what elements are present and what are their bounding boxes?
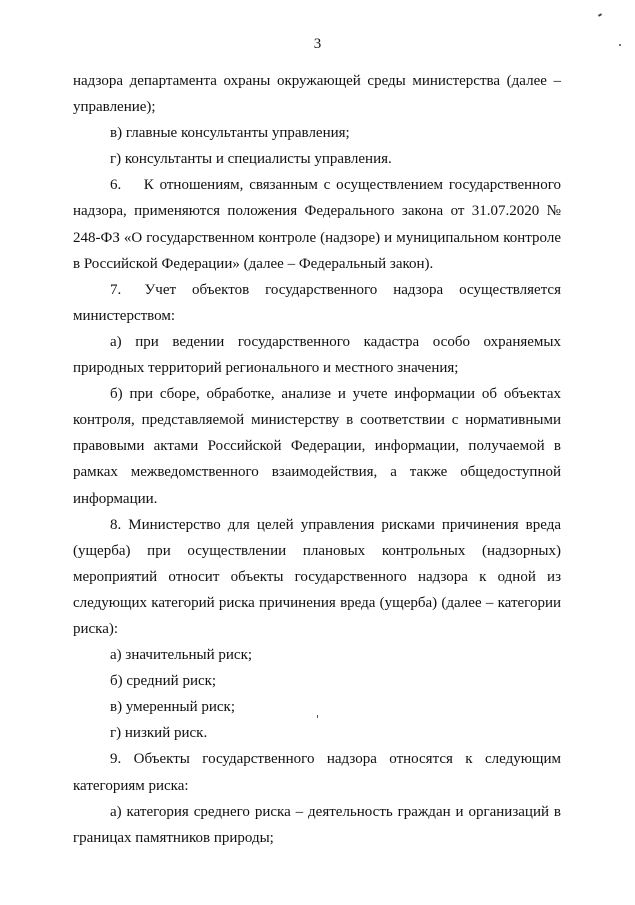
paragraph: г) консультанты и специалисты управления. <box>110 151 392 168</box>
paragraph: а) при ведении государственного кадастра особо охраняемых природных территорий регионального и местного значения; <box>73 333 561 377</box>
paragraph: 6. К отношениям, связанным с осуществлением государственного надзора, применяются положения Федерального закона от 31.07.2020 № 248-ФЗ «О государственном контроле (надзоре) и муниципальном контроле в Российской Федерации» (далее – Федеральный закон). <box>73 177 561 272</box>
page-number: 3 <box>313 36 322 52</box>
paragraph: 8. Министерство для целей управления рисками причинения вреда (ущерба) при осуществлении плановых контрольных (надзорных) мероприятий относит объекты государственного надзора к одной из следующих категорий риска причинения вреда (ущерба) (далее – категории риска): <box>73 516 561 637</box>
scan-speck <box>317 715 318 718</box>
scan-speck <box>619 44 621 46</box>
paragraph: б) при сборе, обработке, анализе и учете информации об объектах контроля, представляемой министерству в соответствии с нормативными правовыми актами Российской Федерации, информации, получаемой в рамках межведомственного взаимодействия, а также общедоступной информации. <box>73 386 561 507</box>
paragraph: а) значительный риск; <box>110 647 253 664</box>
paragraph: б) средний риск; <box>110 673 217 690</box>
paragraph: 9. Объекты государственного надзора относятся к следующим категориям риска: <box>73 751 561 794</box>
paragraph: в) главные консультанты управления; <box>110 125 350 142</box>
paragraph: а) категория среднего риска – деятельность граждан и организаций в границах памятников природы; <box>73 803 561 846</box>
document-body <box>73 68 561 851</box>
scan-speck <box>598 13 602 17</box>
paragraph: надзора департамента охраны окружающей среды министерства (далее – управление); <box>73 73 561 116</box>
paragraph: 7. Учет объектов государственного надзора осуществляется министерством: <box>73 281 561 324</box>
paragraph: в) умеренный риск; <box>110 699 235 716</box>
paragraph: г) низкий риск. <box>110 725 208 742</box>
